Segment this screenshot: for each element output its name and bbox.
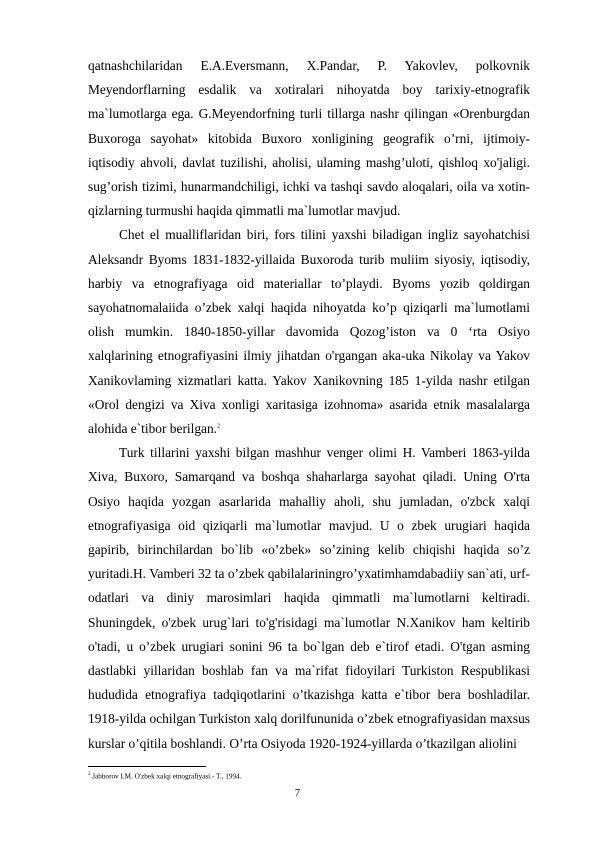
page-body (88, 54, 530, 756)
footnote-reference[interactable]: 2 (217, 423, 221, 430)
paragraph-2-text: Chet el mualliflaridan biri, fors tilini yaxshi biladigan ingliz sayohatchisi Aleksandr Byoms 1831-1832-yillaida Buxoroda turib muliim siyosiy, iqtisodiy, harbiy va etnografiyaga oid materiallar to’playdi. Byoms yozib qoldirgan sayohatnomalaiida o’zbek xalqi haqida nihoyatda ko’p qiziqarli ma`lumotlami olish mumkin. 1840-1850-yillar davomida Qozog’iston va 0 ‘rta Osiyo xalqlarining etnografiyasini ilmiy jihatdan o'rgangan aka-uka Nikolay va Yakov Xanikovlaming xizmatlari katta. Yakov Xanikovning 185 1-yilda nashr etilgan «Orol dengizi va Xiva xonligi xaritasiga izohnoma» asarida etnik masalalarga alohida e`tibor berilgan. (88, 227, 530, 437)
footnote-text: Jabborov I.M. O'zbek xalqi etnografiyasi.- T., 1994. (92, 772, 242, 781)
paragraph-2 (88, 223, 530, 441)
paragraph-1: qatnashchilaridan E.A.Eversmann, X.Pandar, P. Yakovlev, polkovnik Meyendorflarning esdalik va xotiralari nihoyatda boy tarixiy-etnografik ma`lumotlarga ega. G.Meyendorfning turli tillarga nashr qilingan «Orenburgdan Buxoroga sayohat» kitobida Buxoro xonligining geografik o’rni, ijtimoiy-iqtisodiy ahvoli, davlat tuzilishi, aholisi, ulaming mashg’uloti, qishloq xo'jaligi. sug’orish tizimi, hunarmandchiligi, ichki va tashqi savdo aloqalari, oila va xotin-qizlarning turmushi haqida qimmatli ma`lumotlar mavjud. (88, 58, 530, 219)
page-number: 7 (294, 788, 301, 799)
paragraph-3: Turk tillarini yaxshi bilgan mashhur venger olimi H. Vamberi 1863-yilda Xiva, Buxoro, Samarqand va boshqa shaharlarga sayohat qiladi. Uning O'rta Osiyo haqida yozgan asarlarida mahalliy aholi, shu jumladan, o'zbck xalqi etnografiyasiga oid qiziqarli ma`lumotlar mavjud. U o zbek urugiari haqida gapirib, birinchilardan bo`lib «o’zbek» so’zining kelib chiqishi haqida so’z yuritadi.H. Vamberi 32 ta o’zbek qabilalariningro’yxatimhamdabadiiy san`ati, urf-odatlari va diniy marosimlari haqida qimmatli ma`lumotlarni keltiradi. Shuningdek, o'zbek urug`lari to'g'risidagi ma`lumotlar N.Xanikov ham keltirib o'tadi, u o’zbek urugiari sonini 96 ta bo`lgan deb e`tirof etadi. O'tgan asming dastlabki yillaridan boshlab fan va ma`rifat fidoyilari Turkiston Respublikasi hududida etnografiya tadqiqotlarini o’tkazishga katta e`tibor bera boshladilar. 1918-yilda ochilgan Turkiston xalq dorilfununida o’zbek etnografiyasidan maxsus kurslar o’qitila boshlandi. O’rta Osiyoda 1920-1924-yillarda o’tkazilgan aliolini (88, 445, 530, 751)
footnote-mark: 2 (88, 772, 91, 777)
footnote-divider (88, 766, 206, 767)
footnote (88, 770, 241, 781)
